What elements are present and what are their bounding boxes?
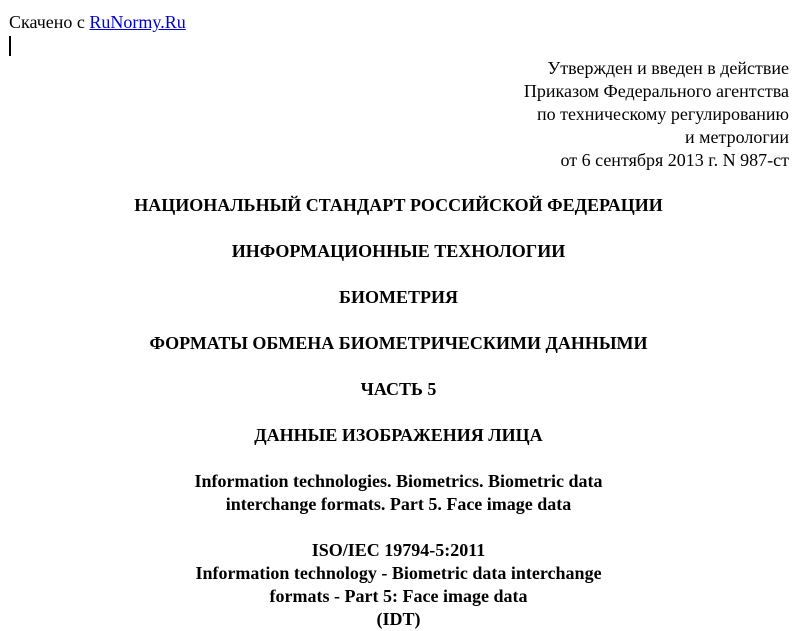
download-prefix: Скачено с (9, 12, 85, 32)
approval-line: по техническому регулированию (536, 104, 789, 124)
title-data-formats: ФОРМАТЫ ОБМЕНА БИОМЕТРИЧЕСКИМИ ДАННЫМИ (149, 333, 648, 353)
title-part-number: ЧАСТЬ 5 (360, 379, 437, 399)
approval-block (524, 57, 789, 172)
iso-standard-number: ISO/IEC 19794-5:2011 (311, 540, 486, 560)
text-cursor (9, 36, 11, 56)
approval-line: Утвержден и введен в действие (547, 58, 789, 78)
iso-title-line: Information technology - Biometric data interchange (195, 563, 602, 583)
standard-type-heading: НАЦИОНАЛЬНЫЙ СТАНДАРТ РОССИЙСКОЙ ФЕДЕРАЦИИ (134, 195, 663, 215)
title-information-technologies: ИНФОРМАЦИОННЫЕ ТЕХНОЛОГИИ (231, 241, 566, 261)
english-title-line: interchange formats. Part 5. Face image data (225, 494, 572, 514)
download-source-line (9, 11, 186, 33)
runormy-link[interactable]: RuNormy.Ru (89, 12, 186, 32)
title-biometrics: БИОМЕТРИЯ (339, 287, 458, 307)
iso-identity-marker: (IDT) (376, 609, 421, 629)
english-title-line: Information technologies. Biometrics. Biometric data (194, 471, 603, 491)
iso-title-line: formats - Part 5: Face image data (269, 586, 528, 606)
approval-line: от 6 сентября 2013 г. N 987-ст (560, 150, 789, 170)
approval-line: и метрологии (685, 127, 789, 147)
approval-line: Приказом Федерального агентства (523, 81, 789, 101)
title-face-image-data: ДАННЫЕ ИЗОБРАЖЕНИЯ ЛИЦА (254, 425, 543, 445)
